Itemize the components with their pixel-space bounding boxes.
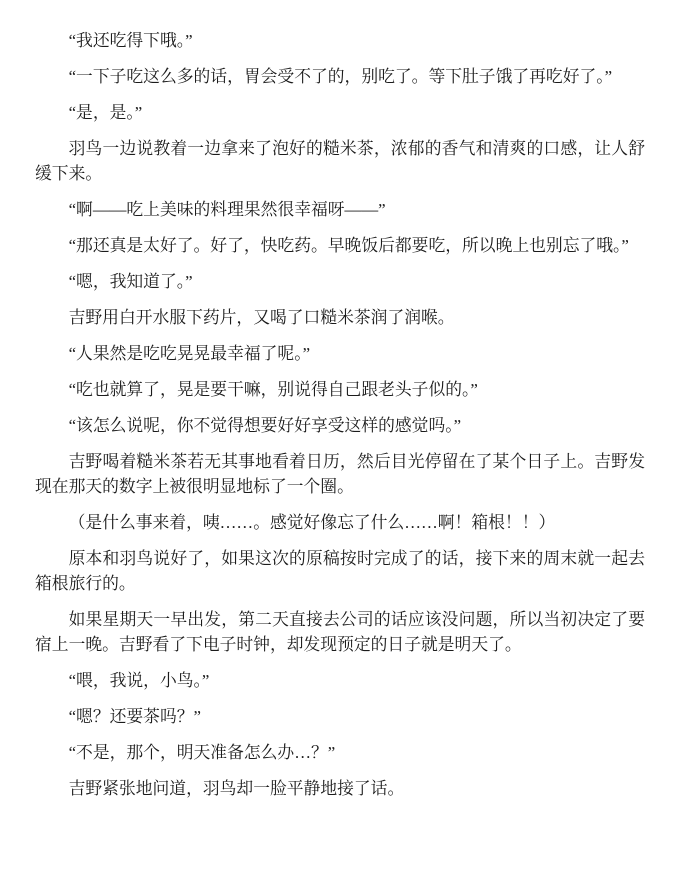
paragraph-dialogue: “吃也就算了，晃是要干嘛，别说得自己跟老头子似的。” xyxy=(68,380,478,399)
paragraph-dialogue: “嗯，我知道了。” xyxy=(68,272,193,291)
paragraph-dialogue: “我还吃得下哦。” xyxy=(68,31,193,50)
paragraph-dialogue: “一下子吃这么多的话，胃会受不了的，别吃了。等下肚子饿了再吃好了。” xyxy=(68,67,613,86)
paragraph-narration: 原本和羽鸟说好了，如果这次的原稿按时完成了的话，接下来的周末就一起去箱根旅行的。 xyxy=(35,549,645,593)
paragraph-narration: 如果星期天一早出发，第二天直接去公司的话应该没问题，所以当初决定了要宿上一晚。吉野看了下电子时钟，却发现预定的日子就是明天了。 xyxy=(35,610,645,654)
paragraph-narration: 吉野紧张地问道，羽鸟却一脸平静地接了话。 xyxy=(68,779,405,798)
paragraph-dialogue: “喂，我说，小鸟。” xyxy=(68,671,210,690)
paragraph-dialogue: “那还真是太好了。好了，快吃药。早晚饭后都要吃，所以晚上也别忘了哦。” xyxy=(68,236,629,255)
paragraph-dialogue: “人果然是吃吃晃晃最幸福了呢。” xyxy=(68,344,311,363)
paragraph-dialogue: “该怎么说呢，你不觉得想要好好享受这样的感觉吗。” xyxy=(68,416,462,435)
paragraph-dialogue: “嗯？还要茶吗？” xyxy=(68,707,201,726)
paragraph-dialogue: “是，是。” xyxy=(68,103,143,122)
paragraph-narration: 吉野用白开水服下药片，又喝了口糙米茶润了润喉。 xyxy=(68,308,455,327)
paragraph-dialogue: “不是，那个，明天准备怎么办…？” xyxy=(68,743,336,762)
paragraph-dialogue: “啊——吃上美味的料理果然很幸福呀——” xyxy=(68,200,386,219)
paragraph-narration: 吉野喝着糙米茶若无其事地看着日历，然后目光停留在了某个日子上。吉野发现在那天的数字上被很明显地标了一个圈。 xyxy=(35,452,645,496)
paragraph-narration: 羽鸟一边说教着一边拿来了泡好的糙米茶，浓郁的香气和清爽的口感，让人舒缓下来。 xyxy=(35,139,645,183)
paragraph-inner-thought: （是什么事来着，咦……。感觉好像忘了什么……啊！箱根！！） xyxy=(68,513,556,532)
